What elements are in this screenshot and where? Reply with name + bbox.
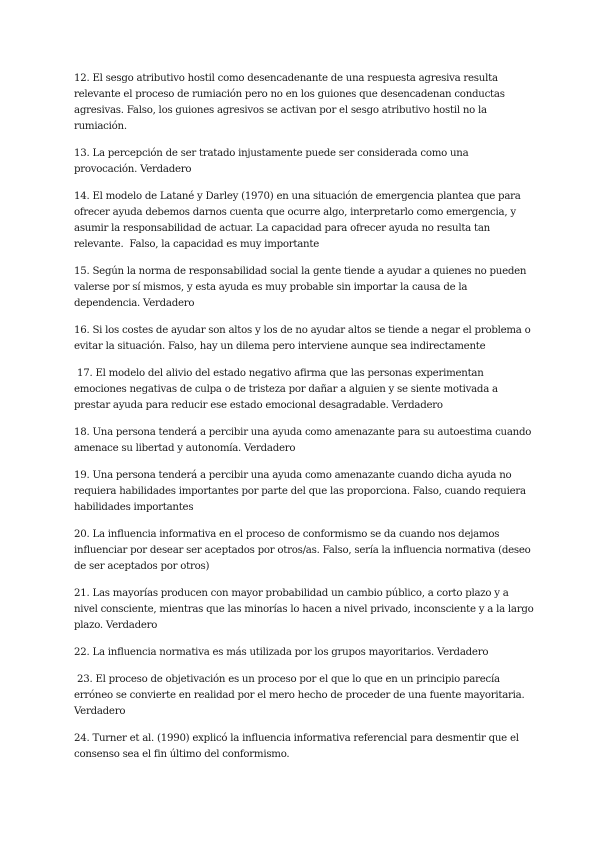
question-21: 21. Las mayorías producen con mayor probabilidad un cambio público, a corto plazo y a nivel consciente, mientras que las minorías lo hacen a nivel privado, inconsciente y a la largo plazo. Verdadero — [74, 588, 537, 631]
question-19: 19. Una persona tenderá a percibir una ayuda como amenazante cuando dicha ayuda no requiera habilidades importantes por parte del que las proporciona. Falso, cuando requiera habilidades importantes — [74, 470, 529, 513]
document-body — [74, 71, 537, 774]
question-20: 20. La influencia informativa en el proceso de conformismo se da cuando nos dejamos influenciar por desear ser aceptados por otros/as. Falso, sería la influencia normativa (deseo de ser aceptados por otros) — [74, 529, 534, 572]
question-24: 24. Turner et al. (1990) explicó la influencia informativa referencial para desmentir que el consenso sea el fin último del conformismo. — [74, 733, 522, 760]
question-18: 18. Una persona tenderá a percibir una ayuda como amenazante para su autoestima cuando amenace su libertad y autonomía. Verdadero — [74, 427, 535, 454]
question-14: 14. El modelo de Latané y Darley (1970) en una situación de emergencia plantea que para ofrecer ayuda debemos darnos cuenta que ocurre algo, interpretarlo como emergencia, y asumir la responsabilidad de actuar. La capacidad para ofrecer ayuda no resulta tan relevante. Falso, la capacidad es muy importante — [74, 191, 524, 250]
question-22: 22. La influencia normativa es más utilizada por los grupos mayoritarios. Verdadero — [74, 647, 489, 658]
question-16: 16. Si los costes de ayudar son altos y los de no ayudar altos se tiende a negar el problema o evitar la situación. Falso, hay un dilema pero interviene aunque sea indirectamente — [74, 325, 534, 352]
question-12: 12. El sesgo atributivo hostil como desencadenante de una respuesta agresiva resulta relevante el proceso de rumiación pero no en los guiones que desencadenan conductas agresivas. Falso, los guiones agresivos se activan por el sesgo atributivo hostil no la rumiación. — [74, 73, 508, 132]
question-15: 15. Según la norma de responsabilidad social la gente tiende a ayudar a quienes no pueden valerse por sí mismos, y esta ayuda es muy probable sin importar la causa de la dependencia. Verdadero — [74, 266, 530, 309]
question-23: 23. El proceso de objetivación es un proceso por el que lo que en un principio parecía erróneo se convierte en realidad por el mero hecho de proceder de una fuente mayoritaria. Verdadero — [74, 674, 528, 717]
question-13: 13. La percepción de ser tratado injustamente puede ser considerada como una provocación. Verdadero — [74, 148, 472, 175]
question-17: 17. El modelo del alivio del estado negativo afirma que las personas experimentan emociones negativas de culpa o de tristeza por dañar a alguien y se siente motivada a prestar ayuda para reducir ese estado emocional desagradable. Verdadero — [74, 368, 501, 411]
